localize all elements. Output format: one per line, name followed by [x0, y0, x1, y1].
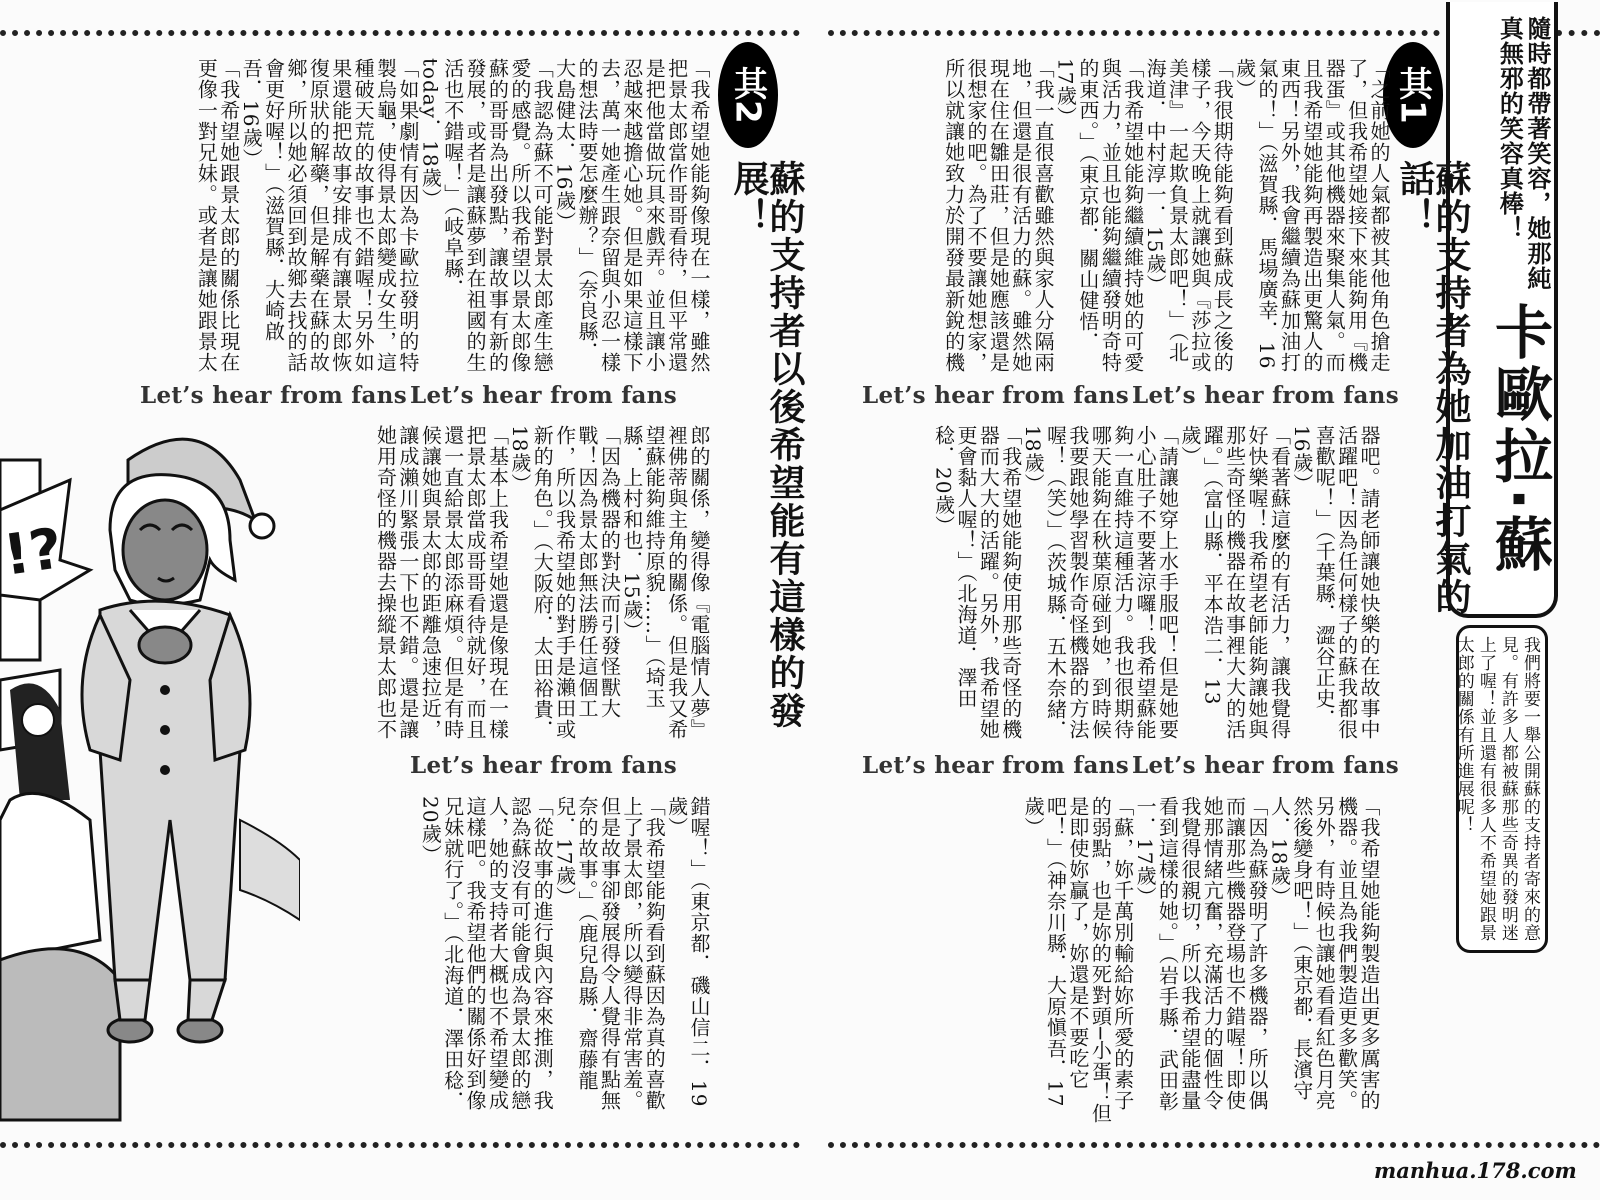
intro-text: 我們將要一舉公開蘇的支持者寄來的意見。有許多人都被蘇那些奇異的發明迷上了喔！並且還有很多人不希望她跟景太郎的關係有所進展呢！ — [1453, 636, 1540, 942]
fans-label-2b: Let’s hear from fans — [410, 382, 677, 409]
section2-headline: 蘇的支持者以後希望能有這樣的發展！ — [728, 160, 805, 730]
section1-column-3: 「我希望她能夠製造出更多厲害的機器。並且為我們製造更多歡笑。另外，有時候也讓她看看紅色月亮然後變身吧！」（東京都．長濱守人．18歲） 「因為蘇發明了許多機器，所以偶而讓那些機器登場也不錯喔！即使她那情緒亢奮，充滿活力的個性令我覺得很親切，所以我希望能盡量看到這樣的她。」（岩手縣．武田彰一．17歲） 「蘇，妳千萬別輸給妳所愛的素子的弱點，也是妳的死對頭─小蛋！但是即使妳贏了，妳還是不要吃它吧！」（神奈川縣．大原愼吾．17歲） — [1021, 796, 1381, 1125]
fans-label-2a: Let’s hear from fans — [140, 382, 407, 409]
top-border-right — [828, 30, 1440, 36]
section2-column-2: 郎的關係，變得像『電腦情人夢』裡佛蒂與主角的關係。但是我又希望蘇能夠維持原貌……」（埼玉縣．上村和也．15歲） 「因為機器的對決而引發怪獸大戰！因為景太郎無法勝任這個工作，所以我希望她的對手是瀨田或新的角色。」（大阪府．太田裕貴．18歲） 「基本上我希望她還是像現在一樣把景太郎當成哥哥看待就好，而且還一直給景太郎添麻煩。但是有時候讓她與景太郎的距離急速拉近，讓成瀨川緊張一下也不錯。還是讓她用奇怪的機器去操縱景太郎也不 — [373, 425, 711, 741]
fans-label-1b: Let’s hear from fans — [1132, 382, 1399, 409]
intro-box — [1453, 625, 1548, 953]
bottom-border-right — [828, 1142, 1600, 1148]
bottom-border-left — [0, 1142, 800, 1148]
section2-column-3: 錯喔！」（東京都．磯山信二．19歲） 「我希望能夠看到蘇因為真的喜歡上了景太郎，所以變得非常害羞。但是故事卻發展得令人覺得有點無奈的故事。」（鹿兒島縣．齋藤龍兒．17歲） 「從故事的進行與內容來推測，我認為蘇沒有可能會成為景太郎的戀人，她的支持者大概也不希望變成這樣吧。我希望他們的關係好到像兄妹就行了。」（北海道．澤田稔．20歲） — [418, 796, 711, 1112]
fans-label-2c: Let’s hear from fans — [410, 752, 677, 779]
footer-watermark: manhua.178.com — [1374, 1158, 1577, 1183]
section2-column-1: 「我希望她能夠像現在一樣，雖然把景太郎當作哥哥看待，但平常還是把他當做玩具來戲弄。並且讓小忍越來越擔心她。但是如果這樣下去，萬一她產生跟奈留與小忍一樣的想法時要怎麼辦？」（奈良縣．大島健太．16歲） 「我認為蘇不可能對景太郎產生戀愛的感覺。所以我希望以景太郎像蘇的哥哥為出發點，讓故事有新的發展，或者是讓蘇夢到在祖國的生活也不錯喔！」（岐阜縣．today．18歲） 「如果劇情有因為卡歐拉發明的特製烏龜，使得景太郎變成女生，這種破天荒的故事也不錯喔！另外如果還能把故事安排成有讓景太郎恢復原狀的解藥，但是解藥在蘇的故鄉，所以她必須回到故鄉去找的話會更好喔！」（滋賀縣．大崎啟吾．16歲） 「我希望她跟景太郎的關係比現在更像一對兄妹。或者是讓她跟景太 — [194, 58, 711, 373]
section1-column-2: 器吧。請老師讓她快樂的在故事中活躍吧！因為任何樣子的蘇我都很喜歡呢！」（千葉縣．澀谷正史．16歲） 「看著蘇這麼的有活力，讓我覺得好快樂喔！我希望老師能夠讓她與那些奇怪的機器在故事裡大大的活躍。」（富山縣．平本浩二．13歲） 「請讓她穿上水手服吧！但是她要小心肚子不要著涼囉！我希望蘇能夠一直維持這種活力。我也很期待哪天能夠在秋葉原碰到她，到時候我要跟她學習製作奇怪機器的方法喔！（笑）」（茨城縣．五木奈緒．18歲） 「我希望她能夠使用那些奇怪的機器而大大的活躍。另外，我希望她更會黏人喔！」（北海道．澤田稔．20歲） — [931, 425, 1381, 741]
section1-number-badge: 其1 — [1383, 42, 1443, 148]
section1-column-1: 「之前她的人氣都被其他角色搶走了，但我希望她接下來能夠用『機器蛋』或其他機器來聚集人氣。而且我希望她能夠再製造出更驚人的東西！另外，我會繼續為蘇加油打氣的！」（滋賀縣．馬場廣幸．16歲） 「我很期待能夠看到蘇成長之後的樣子，今天晚上就讓她與『莎拉或美津』一起欺負景太郎吧！」（北海道．中村淳一．15歲） 「我希望她能夠繼續維持她的可愛與活力，並且也能夠繼續發明奇特的東西。」（東京都．關山健悟．17歲） 「我一直很喜歡雖然與家人分隔兩地，但還是很有活力的蘇。雖然她現在住在雛田莊，但是她應該還是很想家的吧。為了不要讓她想家，所以就讓她致力於開發最新銳的機 — [941, 58, 1391, 373]
top-border-left — [0, 30, 800, 36]
top-border-far-right — [1556, 30, 1600, 36]
section1-headline: 蘇的支持者為她加油打氣的話！ — [1394, 160, 1471, 616]
character-name: 卡歐拉·蘇 — [1485, 302, 1553, 577]
title-tagline: 隨時都帶著笑容，她那純真無邪的笑容真棒！ — [1495, 16, 1551, 291]
fans-label-1a: Let’s hear from fans — [862, 382, 1129, 409]
fans-label-1d: Let’s hear from fans — [1132, 752, 1399, 779]
fans-label-1c: Let’s hear from fans — [862, 752, 1129, 779]
section2-number-badge: 其2 — [718, 42, 778, 148]
exclaim-balloon-text: !? — [0, 516, 67, 589]
